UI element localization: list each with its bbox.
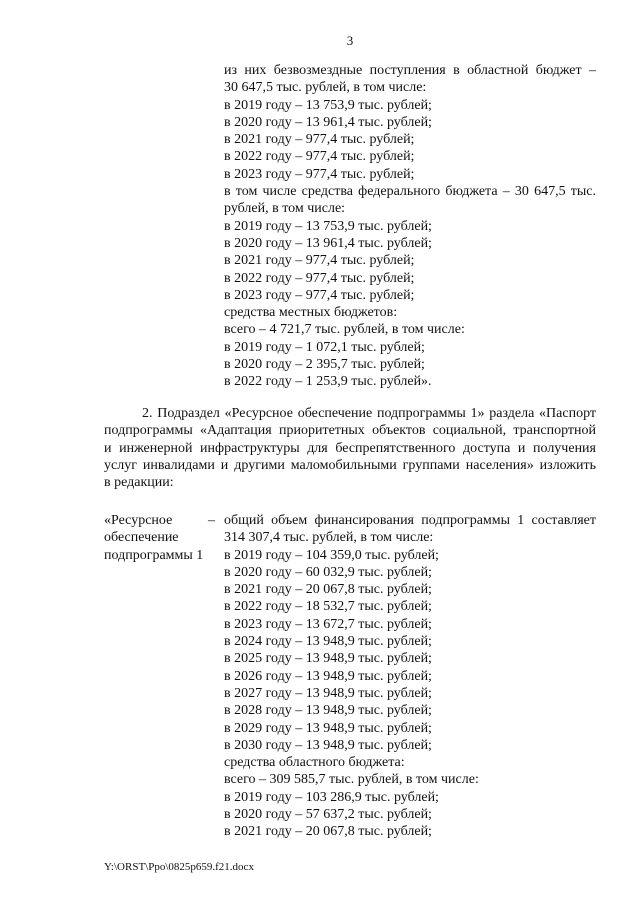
text-line: в 2020 году – 57 637,2 тыс. рублей; (224, 807, 432, 823)
text-line: в 2021 году – 977,4 тыс. рублей; (224, 253, 415, 269)
text-line: в 2019 году – 13 753,9 тыс. рублей; (224, 218, 432, 234)
text-line: в редакции: (104, 475, 174, 491)
text-line: в 2025 году – 13 948,9 тыс. рублей; (224, 651, 432, 667)
text-line: в 2020 году – 2 395,7 тыс. рублей; (224, 357, 425, 373)
text-line: в 2028 году – 13 948,9 тыс. рублей; (224, 703, 432, 719)
text-line: подпрограммы 1 (104, 547, 204, 563)
text-line: в 2029 году – 13 948,9 тыс. рублей; (224, 720, 432, 736)
text-line: в 2020 году – 13 961,4 тыс. рублей; (224, 114, 432, 130)
text-line: 2. Подраздел «Ресурсное обеспечение подпрограммы 1» раздела «Паспорт (104, 406, 596, 421)
text-line: в 2022 году – 18 532,7 тыс. рублей; (224, 599, 432, 615)
text-line: в 2023 году – 977,4 тыс. рублей; (224, 287, 415, 303)
text-line: в 2022 году – 977,4 тыс. рублей; (224, 149, 415, 165)
resource-dash: – (208, 513, 215, 528)
text-line: в 2020 году – 13 961,4 тыс. рублей; (224, 235, 432, 251)
text-line: и инженерной инфраструктуры для беспрепятственного доступа и получения (104, 440, 596, 456)
text-line: подпрограммы «Адаптация приоритетных объектов социальной, транспортной (104, 423, 596, 439)
text-line: в 2021 году – 20 067,8 тыс. рублей; (224, 582, 432, 598)
text-line: всего – 4 721,7 тыс. рублей, в том числе: (224, 322, 465, 338)
text-line: 30 647,5 тыс. рублей, в том числе: (224, 80, 427, 96)
file-path-footer: Y:\ORST\Ppo\0825p659.f21.docx (104, 861, 254, 873)
text-line: в 2027 году – 13 948,9 тыс. рублей; (224, 685, 432, 701)
text-line: в 2022 году – 1 253,9 тыс. рублей». (224, 374, 432, 390)
resource-funding-block (224, 512, 596, 841)
text-line: в 2023 году – 977,4 тыс. рублей; (224, 166, 415, 182)
text-line: услуг инвалидами и другими маломобильными группами населения» изложить (104, 457, 596, 473)
resource-label (104, 512, 214, 564)
text-line: в 2020 году – 60 032,9 тыс. рублей; (224, 564, 432, 580)
text-line: в 2022 году – 977,4 тыс. рублей; (224, 270, 415, 286)
text-line: всего – 309 585,7 тыс. рублей, в том числе: (224, 772, 479, 788)
text-line: в 2021 году – 20 067,8 тыс. рублей; (224, 824, 432, 840)
text-line: общий объем финансирования подпрограммы 1 составляет (224, 513, 596, 528)
text-line: в 2019 году – 1 072,1 тыс. рублей; (224, 339, 425, 355)
text-line: в 2030 году – 13 948,9 тыс. рублей; (224, 737, 432, 753)
text-line: средства областного бюджета: (224, 755, 405, 771)
text-line: средства местных бюджетов: (224, 305, 398, 321)
text-line: в 2019 году – 103 286,9 тыс. рублей; (224, 789, 439, 805)
text-line: в том числе средства федерального бюджета – 30 647,5 тыс. (224, 184, 596, 200)
text-line: обеспечение (104, 530, 179, 546)
text-line: в 2024 году – 13 948,9 тыс. рублей; (224, 634, 432, 650)
text-line: из них безвозмездные поступления в областной бюджет – (224, 63, 596, 78)
funding-continuation-block (224, 62, 596, 391)
text-line: в 2019 году – 13 753,9 тыс. рублей; (224, 97, 432, 113)
text-line: в 2023 году – 13 672,7 тыс. рублей; (224, 616, 432, 632)
text-line: 314 307,4 тыс. рублей, в том числе: (224, 530, 434, 546)
text-line: рублей, в том числе: (224, 201, 346, 217)
amendment-paragraph (104, 405, 596, 491)
text-line: в 2021 году – 977,4 тыс. рублей; (224, 132, 415, 148)
text-line: в 2026 году – 13 948,9 тыс. рублей; (224, 668, 432, 684)
text-line: «Ресурсное (104, 513, 173, 528)
page-number: 3 (346, 33, 354, 48)
text-line: в 2019 году – 104 359,0 тыс. рублей; (224, 547, 439, 563)
